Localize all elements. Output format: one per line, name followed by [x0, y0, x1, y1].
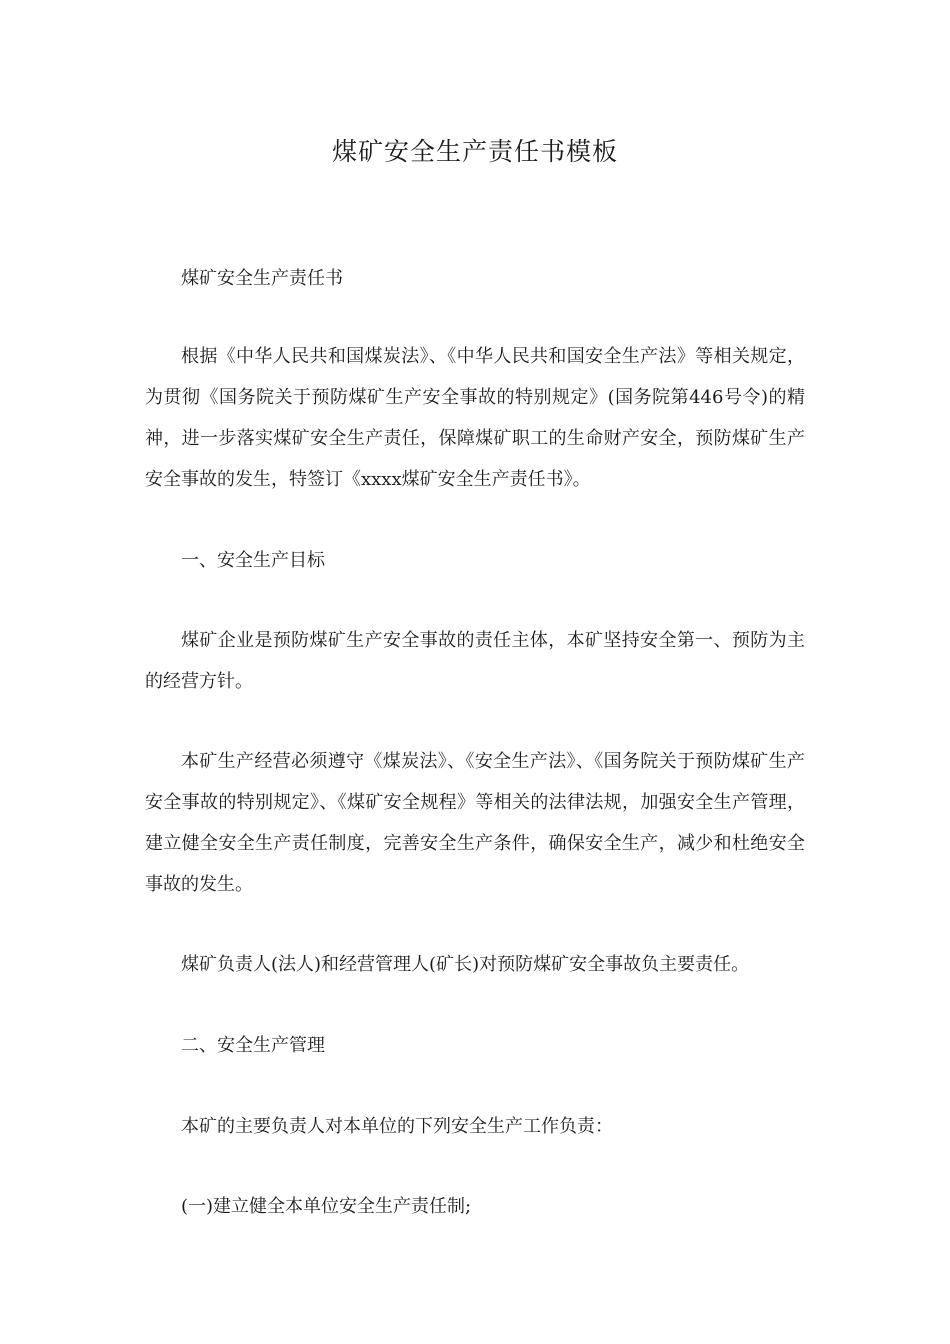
paragraph-main-responsibility: 煤矿负责人(法人)和经营管理人(矿长)对预防煤矿安全事故负主要责任。: [181, 954, 750, 975]
section-heading-safety-goal: 一、安全生产目标: [181, 550, 325, 571]
section-heading-safety-management: 二、安全生产管理: [181, 1035, 325, 1056]
document-title: 煤矿安全生产责任书模板: [331, 137, 618, 166]
paragraph-legal-basis: 根据《中华人民共和国煤炭法》、《中华人民共和国安全生产法》等相关规定，为贯彻《国务院关于预防煤矿生产安全事故的特别规定》(国务院第446号令)的精神，进一步落实煤矿安全生产责任，保障煤矿职工的生命财产安全，预防煤矿生产安全事故的发生，特签订《xxxx煤矿安全生产责任书》。: [145, 346, 805, 490]
paragraph-compliance: 本矿生产经营必须遵守《煤炭法》、《安全生产法》、《国务院关于预防煤矿生产安全事故的特别规定》、《煤矿安全规程》等相关的法律法规，加强安全生产管理，建立健全安全生产责任制度，完善安全生产条件，确保安全生产，减少和杜绝安全事故的发生。: [145, 751, 805, 895]
list-item-responsibility-system: (一)建立健全本单位安全生产责任制;: [181, 1196, 472, 1217]
paragraph-heading-responsibility-book: 煤矿安全生产责任书: [181, 268, 343, 289]
paragraph-responsibility-subject: 煤矿企业是预防煤矿生产安全事故的责任主体，本矿坚持安全第一、预防为主的经营方针。: [145, 630, 805, 692]
paragraph-principal-duties: 本矿的主要负责人对本单位的下列安全生产工作负责：: [181, 1116, 613, 1137]
